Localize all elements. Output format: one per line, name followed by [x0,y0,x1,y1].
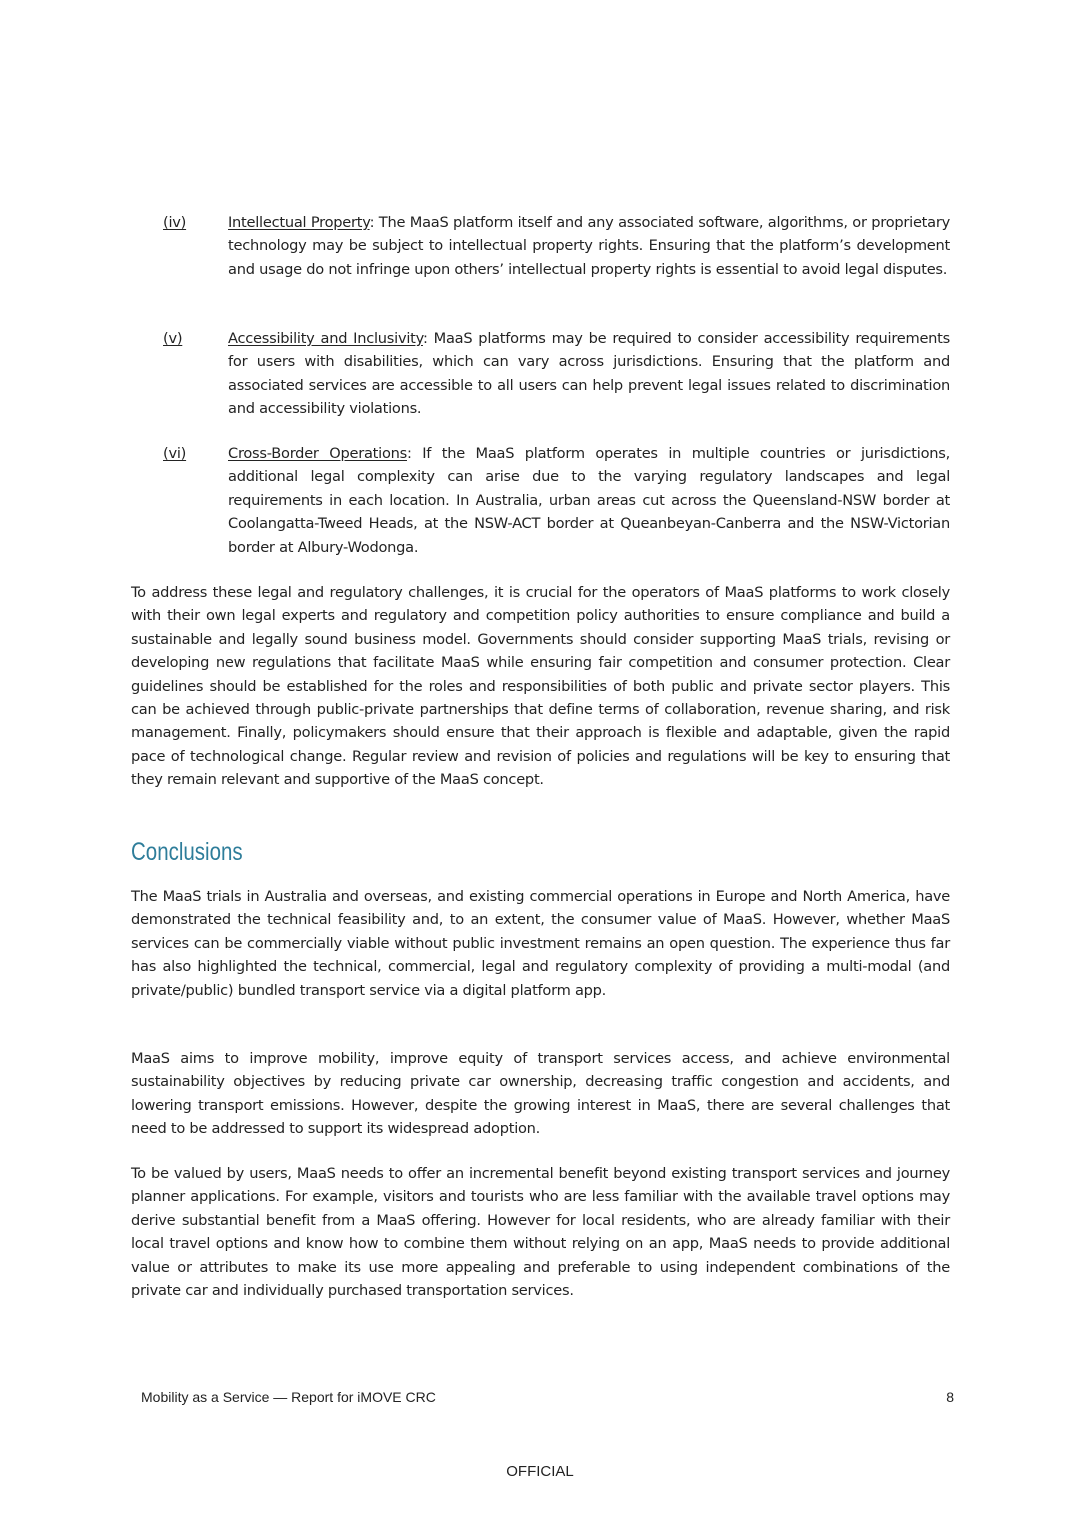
list-item-term: Intellectual Property [228,214,370,231]
list-item-number: (vi) [163,445,187,462]
list-item-number: (iv) [163,214,187,231]
security-classification-label: OFFICIAL [506,1463,574,1480]
list-item-accessibility [163,327,950,421]
list-item-intellectual-property [163,211,950,281]
list-item-text: : If the MaaS platform operates in multiple countries or jurisdictions, additional legal complexity can arise due to the varying regulatory landscapes and legal requirements in each location. In Australia, urban areas cut across the Queensland-NSW border at Coolangatta-Tweed Heads, at the NSW-ACT border at Queanbeyan-Canberra and the NSW-Victorian border at Albury-Wodonga. [228,445,950,556]
conclusions-paragraph-2: MaaS aims to improve mobility, improve equity of transport services access, and achieve environmental sustainability objectives by reducing private car ownership, decreasing traffic congestion and accidents, and lowering transport emissions. However, despite the growing interest in MaaS, there are several challenges that need to be addressed to support its widespread adoption. [131,1050,950,1138]
footer-document-title: Mobility as a Service — Report for iMOVE CRC [141,1389,436,1405]
legal-summary-paragraph: To address these legal and regulatory challenges, it is crucial for the operators of MaaS platforms to work closely with their own legal experts and regulatory and competition policy authorities to ensure compliance and build a sustainable and legally sound business model. Governments should consider supporting MaaS trials, revising or developing new regulations that facilitate MaaS while ensuring fair competition and consumer protection. Clear guidelines should be established for the roles and responsibilities of both public and private sector players. This can be achieved through public-private partnerships that define terms of collaboration, revenue sharing, and risk management. Finally, policymakers should ensure that their approach is flexible and adaptable, given the rapid pace of technological change. Regular review and revision of policies and regulations will be key to ensuring that they remain relevant and supportive of the MaaS concept. [131,584,950,789]
list-item-number: (v) [163,330,183,347]
list-item-cross-border [163,442,950,559]
list-item-content [228,211,950,281]
list-item-content [228,442,950,559]
footer-page-number: 8 [946,1389,954,1405]
conclusions-paragraph-3: To be valued by users, MaaS needs to offer an incremental benefit beyond existing transport services and journey planner applications. For example, visitors and tourists who are less familiar with the available travel options may derive substantial benefit from a MaaS offering. However for local residents, who are already familiar with their local travel options and know how to combine them without relying on an app, MaaS needs to provide additional value or attributes to make its use more appealing and preferable to using independent combinations of the private car and individually purchased transportation services. [131,1165,950,1300]
list-item-term: Accessibility and Inclusivity [228,330,423,347]
list-item-text: : The MaaS platform itself and any associated software, algorithms, or proprietary technology may be subject to intellectual property rights. Ensuring that the platform’s development and usage do not infringe upon others’ intellectual property rights is essential to avoid legal disputes. [228,214,950,278]
list-item-term: Cross-Border Operations [228,445,407,462]
list-item-content [228,327,950,421]
list-item-text: : MaaS platforms may be required to consider accessibility requirements for users with disabilities, which can vary across jurisdictions. Ensuring that the platform and associated services are accessible to all users can help prevent legal issues related to discrimination and accessibility violations. [228,330,950,418]
conclusions-paragraph-1: The MaaS trials in Australia and overseas, and existing commercial operations in Europe and North America, have demonstrated the technical feasibility and, to an extent, the consumer value of MaaS. However, whether MaaS services can be commercially viable without public investment remains an open question. The experience thus far has also highlighted the technical, commercial, legal and regulatory complexity of providing a multi-modal (and private/public) bundled transport service via a digital platform app. [131,888,950,999]
section-heading-conclusions: Conclusions [131,838,243,866]
